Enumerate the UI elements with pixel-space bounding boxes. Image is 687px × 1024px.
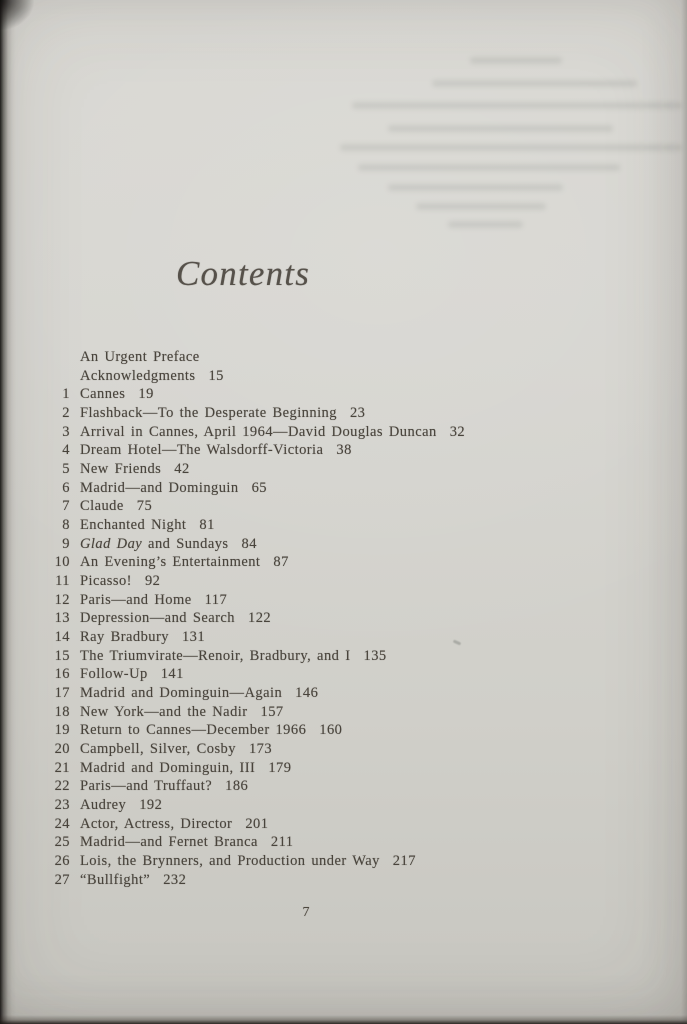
chapter-page-number: 92 — [144, 573, 161, 590]
chapter-title: Madrid—and Dominguin — [80, 479, 239, 496]
chapter-number: 20 — [54, 741, 70, 758]
chapter-title: The Triumvirate—Renoir, Bradbury, and I — [80, 647, 351, 664]
chapter-title: Ray Bradbury — [80, 629, 169, 646]
chapter-number: 22 — [54, 778, 70, 795]
chapter-title: Flashback—To the Desperate Beginning — [80, 405, 337, 422]
chapter-number: 25 — [54, 834, 70, 851]
page-right-edge — [681, 0, 687, 1024]
chapter-title: Madrid and Dominguin—Again — [80, 685, 283, 702]
chapter-number: 2 — [62, 405, 70, 422]
chapter-title: New York—and the Nadir — [80, 703, 248, 720]
chapter-title: Glad Day and Sundays — [80, 535, 229, 552]
chapter-page-number: 135 — [363, 647, 387, 664]
chapter-number: 7 — [62, 498, 70, 515]
chapter-title: Acknowledgments — [80, 367, 196, 384]
chapter-page-number: 15 — [208, 367, 224, 384]
chapter-title: An Urgent Preface — [80, 349, 200, 365]
toc-entry — [48, 703, 648, 722]
chapter-number: 19 — [54, 722, 70, 739]
toc-entry — [48, 777, 648, 796]
chapter-number: 16 — [54, 666, 70, 683]
chapter-number: 11 — [55, 573, 70, 590]
chapter-title: Depression—and Search — [80, 610, 235, 627]
chapter-title: Arrival in Cannes, April 1964—David Douglas Duncan — [80, 423, 437, 440]
chapter-title: New Friends — [80, 461, 162, 478]
chapter-page-number: 217 — [392, 853, 416, 870]
toc-entry — [48, 404, 648, 423]
toc-entry — [48, 572, 648, 591]
chapter-title: Madrid—and Fernet Branca — [80, 834, 258, 851]
toc-entry — [48, 833, 648, 852]
chapter-title: Picasso! — [80, 573, 132, 590]
book-gutter-shadow — [0, 0, 16, 1024]
chapter-title: Actor, Actress, Director — [80, 815, 233, 832]
chapter-title: Follow-Up — [80, 666, 148, 683]
toc-entry — [48, 516, 648, 535]
chapter-page-number: 117 — [204, 591, 228, 608]
chapter-title: An Evening’s Entertainment — [80, 554, 261, 571]
toc-entry — [48, 367, 648, 386]
toc-entry — [48, 348, 648, 367]
toc-entry — [48, 591, 648, 610]
toc-entry — [48, 852, 648, 871]
chapter-number: 1 — [62, 386, 70, 403]
chapter-number: 14 — [54, 629, 70, 646]
chapter-number: 9 — [62, 535, 70, 552]
corner-shadow — [0, 0, 34, 30]
toc-entry — [48, 796, 648, 815]
chapter-number: 27 — [54, 871, 70, 888]
chapter-page-number: 87 — [273, 554, 289, 571]
toc-entry — [48, 759, 648, 778]
chapter-page-number: 160 — [319, 722, 343, 739]
chapter-page-number: 38 — [336, 442, 352, 459]
toc-entry — [48, 815, 648, 834]
chapter-number: 18 — [54, 703, 70, 720]
toc-entry — [48, 871, 648, 890]
chapter-title: Claude — [80, 498, 124, 515]
chapter-number: 15 — [54, 647, 70, 664]
toc-entry — [48, 385, 648, 404]
chapter-page-number: 23 — [349, 405, 366, 422]
chapter-page-number: 131 — [181, 629, 206, 646]
chapter-page-number: 81 — [199, 517, 215, 534]
chapter-number: 13 — [54, 610, 70, 627]
chapter-number: 23 — [54, 797, 70, 814]
chapter-title: Lois, the Brynners, and Production under Way — [80, 853, 380, 870]
chapter-page-number: 42 — [174, 461, 190, 478]
toc-entry — [48, 497, 648, 516]
chapter-page-number: 19 — [138, 386, 154, 403]
chapter-page-number: 173 — [248, 741, 273, 758]
chapter-page-number: 141 — [160, 666, 184, 683]
page-title: Contents — [176, 254, 311, 293]
toc-entry — [48, 423, 648, 442]
toc-entry — [48, 647, 648, 666]
chapter-number: 5 — [62, 461, 70, 478]
chapter-page-number: 232 — [163, 871, 187, 888]
chapter-number: 3 — [62, 423, 70, 440]
chapter-title: “Bullfight” — [80, 871, 151, 888]
toc-entry — [48, 479, 648, 498]
chapter-number: 24 — [54, 815, 70, 832]
toc-entry — [48, 460, 648, 479]
toc-entry — [48, 740, 648, 759]
chapter-page-number: 75 — [136, 498, 153, 515]
chapter-page-number: 201 — [245, 815, 269, 832]
toc-entry — [48, 553, 648, 572]
chapter-page-number: 211 — [270, 834, 294, 851]
toc-entry — [48, 665, 648, 684]
chapter-title: Madrid and Dominguin, III — [80, 759, 256, 776]
chapter-number: 10 — [54, 554, 70, 571]
chapter-title: Dream Hotel—The Walsdorff-Victoria — [80, 442, 324, 459]
chapter-number: 26 — [54, 853, 70, 870]
chapter-title: Cannes — [80, 386, 126, 403]
page-bottom-edge — [0, 1015, 687, 1024]
chapter-page-number: 65 — [251, 479, 268, 496]
chapter-number: 4 — [62, 442, 70, 459]
chapter-title: Return to Cannes—December 1966 — [80, 722, 307, 739]
toc-entry — [48, 684, 648, 703]
chapter-page-number: 84 — [241, 535, 257, 552]
chapter-number: 12 — [54, 591, 70, 608]
toc-entry — [48, 609, 648, 628]
page-number-folio: 7 — [302, 905, 310, 920]
chapter-title: Audrey — [80, 797, 127, 814]
chapter-page-number: 186 — [225, 778, 249, 795]
chapter-title: Paris—and Truffaut? — [80, 778, 213, 795]
chapter-page-number: 192 — [139, 797, 163, 814]
toc-entry — [48, 721, 648, 740]
chapter-page-number: 122 — [248, 610, 272, 627]
chapter-page-number: 179 — [268, 759, 292, 776]
toc-entry — [48, 441, 648, 460]
toc-entry — [48, 535, 648, 554]
chapter-title: Campbell, Silver, Cosby — [80, 741, 236, 758]
toc-entry — [48, 628, 648, 647]
chapter-number: 21 — [54, 759, 70, 776]
chapter-page-number: 32 — [449, 423, 466, 440]
chapter-number: 8 — [62, 517, 70, 534]
chapter-number: 6 — [62, 479, 70, 496]
chapter-number: 17 — [54, 685, 70, 702]
chapter-title: Paris—and Home — [80, 591, 192, 608]
chapter-page-number: 157 — [260, 703, 284, 720]
chapter-title: Enchanted Night — [80, 517, 187, 534]
chapter-page-number: 146 — [295, 685, 319, 702]
table-of-contents — [48, 348, 648, 889]
